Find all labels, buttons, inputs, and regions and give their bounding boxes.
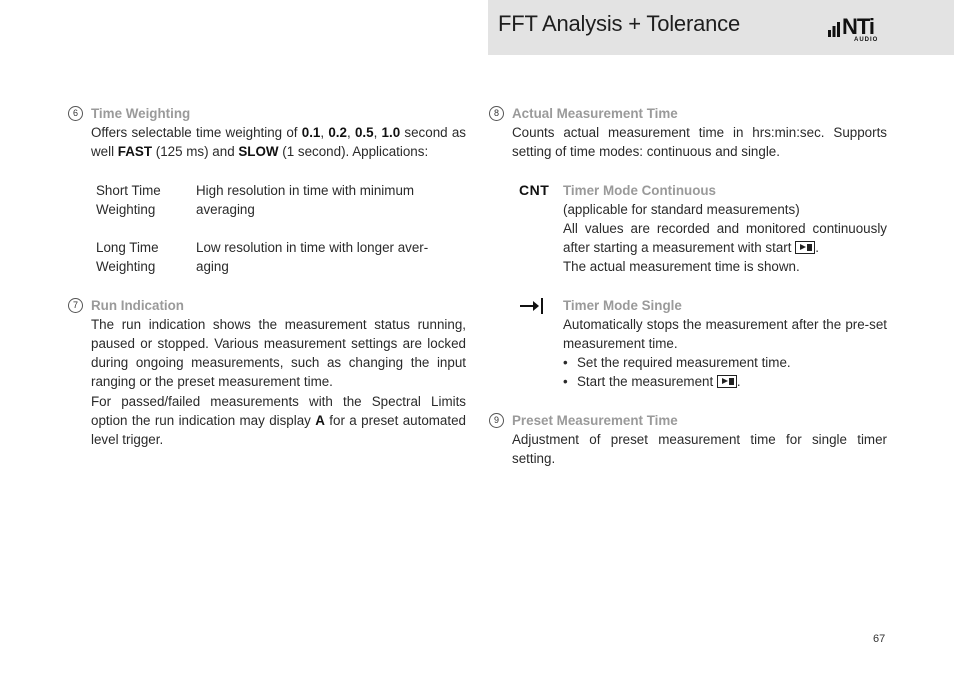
table-term: Long Time Weighting [96, 240, 159, 275]
table-term: Short Time Weighting [96, 182, 161, 217]
section-number: 7 [68, 298, 83, 313]
section-body: Counts actual measurement time in hrs:min:sec. Supports setting of time modes: continuous and single. [512, 125, 887, 160]
subsection-note: (applicable for standard measurements) [563, 201, 800, 217]
section-heading: Actual Measurement Time [512, 106, 678, 121]
start-key-icon [795, 241, 815, 254]
table-row [96, 238, 428, 276]
section-time-weighting [68, 104, 466, 277]
subsection-single [563, 296, 887, 392]
section-number: 6 [68, 106, 83, 121]
subsection-heading: Timer Mode Continuous [563, 182, 716, 198]
subsection-heading: Timer Mode Single [563, 297, 682, 313]
right-column [489, 104, 887, 468]
section-run-indication [68, 296, 466, 450]
list-item: • Set the required measurement time. [563, 353, 887, 372]
subsection-body: The actual measurement time is shown. [563, 259, 800, 275]
page-title: FFT Analysis + Tolerance [498, 11, 741, 36]
start-key-icon [717, 375, 737, 388]
page-header [488, 0, 954, 55]
logo-bars-icon [828, 21, 840, 37]
section-body: Offers selectable time weighting of 0.1, 0.2, 0.5, 1.0 second as well FAST (125 ms) and SLOW (1 second). Applications: [91, 125, 466, 160]
list-item: • Start the measurement . [563, 372, 887, 391]
logo-subtext: AUDIO [854, 37, 879, 43]
applications-table [96, 181, 428, 277]
section-heading: Run Indication [91, 297, 184, 313]
table-desc: High resolution in time with minimum averaging [196, 182, 415, 217]
section-heading: Time Weighting [91, 106, 191, 121]
cnt-icon: CNT [519, 181, 550, 198]
left-column [68, 104, 466, 449]
section-body: For passed/failed measurements with the Spectral Limits option the run indication may display A for a preset automated level trigger. [91, 393, 466, 448]
timer-single-icon [519, 297, 547, 315]
section-heading: Preset Measurement Time [512, 412, 678, 428]
nti-audio-logo [828, 14, 888, 45]
section-preset-time [489, 411, 887, 469]
section-body: The run indication shows the measurement status running, paused or stopped. Various measurement settings are locked during ongoing measurements, such as changing the input ranging or the preset measurement time. [91, 316, 466, 390]
subsection-continuous [519, 181, 887, 277]
table-desc: Low resolution in time with longer aver- aging [196, 240, 429, 275]
subsection-body: Automatically stops the measurement after the pre-set measurement time. [563, 316, 887, 352]
section-number: 8 [489, 106, 504, 121]
logo-text: NTi [842, 14, 875, 39]
section-number: 9 [489, 413, 504, 428]
table-row [96, 181, 428, 219]
subsection-body: All values are recorded and monitored continuously after starting a measurement with start . [563, 221, 887, 256]
section-body: Adjustment of preset measurement time for single timer setting. [512, 431, 887, 467]
section-actual-time [489, 104, 887, 162]
page-number: 67 [873, 633, 886, 645]
